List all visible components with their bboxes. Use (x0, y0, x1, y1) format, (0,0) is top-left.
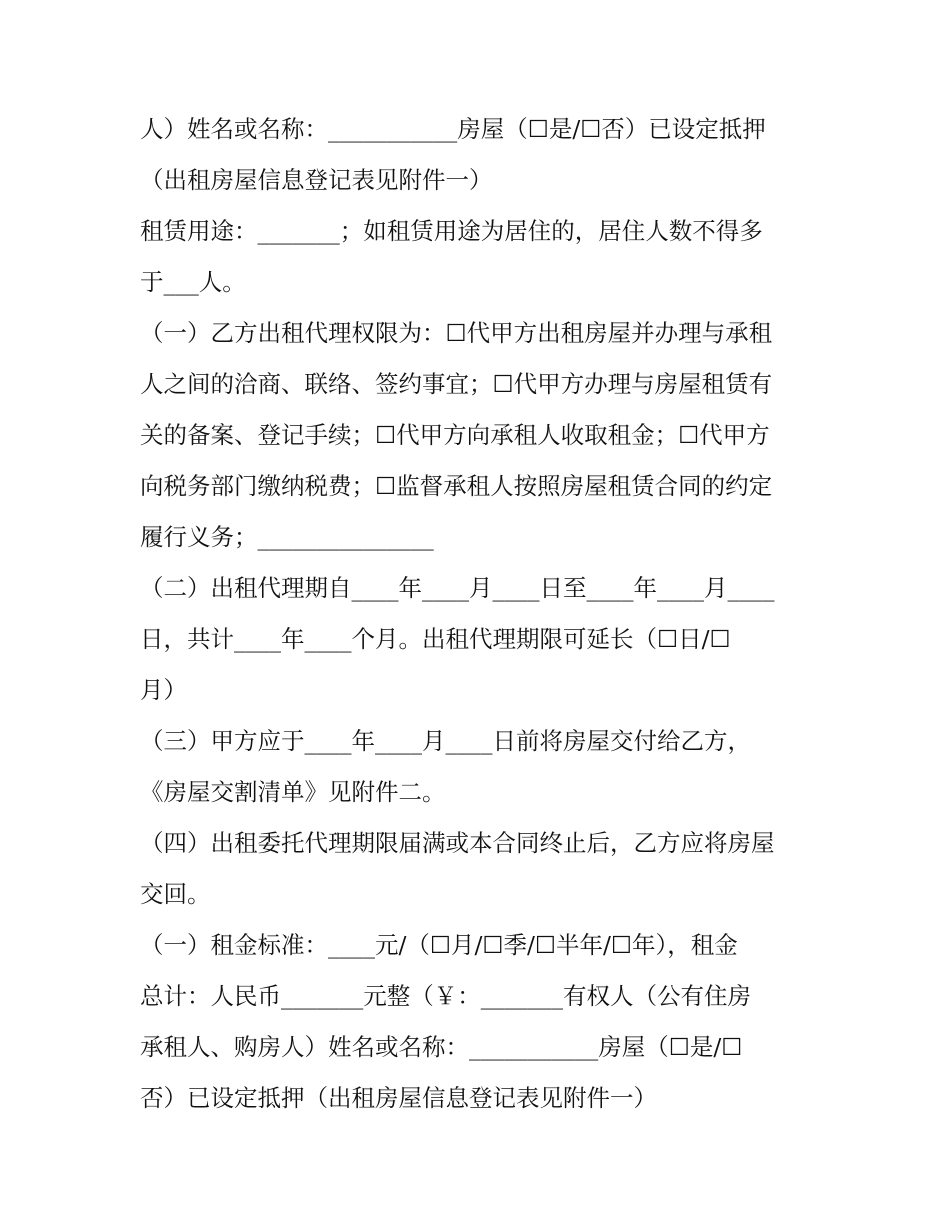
text-line: （一）乙方出租代理权限为：☐代甲方出租房屋并办理与承租 (140, 319, 773, 347)
text-line: （出租房屋信息登记表见附件一） (140, 166, 493, 194)
text-line: 总计：人民币_______元整（￥：_______有权人（公有住房 (140, 982, 751, 1010)
text-line: 人之间的洽商、联络、签约事宜；☐代甲方办理与房屋租赁有 (140, 370, 773, 398)
text-line: 《房屋交割清单》见附件二。 (140, 778, 446, 806)
text-line: 否）已设定抵押（出租房屋信息登记表见附件一） (140, 1084, 657, 1112)
text-line: （四）出租委托代理期限届满或本合同终止后，乙方应将房屋 (140, 829, 775, 857)
text-line: 向税务部门缴纳税费；☐监督承租人按照房屋租赁合同的约定 (140, 472, 773, 500)
text-line: （一）租金标准：____元/（☐月/☐季/☐半年/☐年），租金 (140, 931, 738, 959)
text-line: 关的备案、登记手续；☐代甲方向承租人收取租金；☐代甲方 (140, 421, 770, 449)
text-line: 月） (140, 676, 187, 704)
text-line: 履行义务；_______________ (140, 523, 434, 551)
text-line: 承租人、购房人）姓名或名称：___________房屋（☐是/☐ (140, 1033, 743, 1061)
text-line: 日，共计____年____个月。出租代理期限可延长（☐日/☐ (140, 625, 731, 653)
text-line: 于___人。 (140, 268, 246, 296)
text-line: （二）出租代理期自____年____月____日至____年____月____ (140, 574, 775, 602)
text-line: （三）甲方应于____年____月____日前将房屋交付给乙方， (140, 727, 751, 755)
text-line: 交回。 (140, 880, 211, 908)
text-line: 租赁用途：_______；如租赁用途为居住的，居住人数不得多 (140, 217, 763, 245)
text-line: 人）姓名或名称：___________房屋（☐是/☐否）已设定抵押 (140, 115, 766, 143)
